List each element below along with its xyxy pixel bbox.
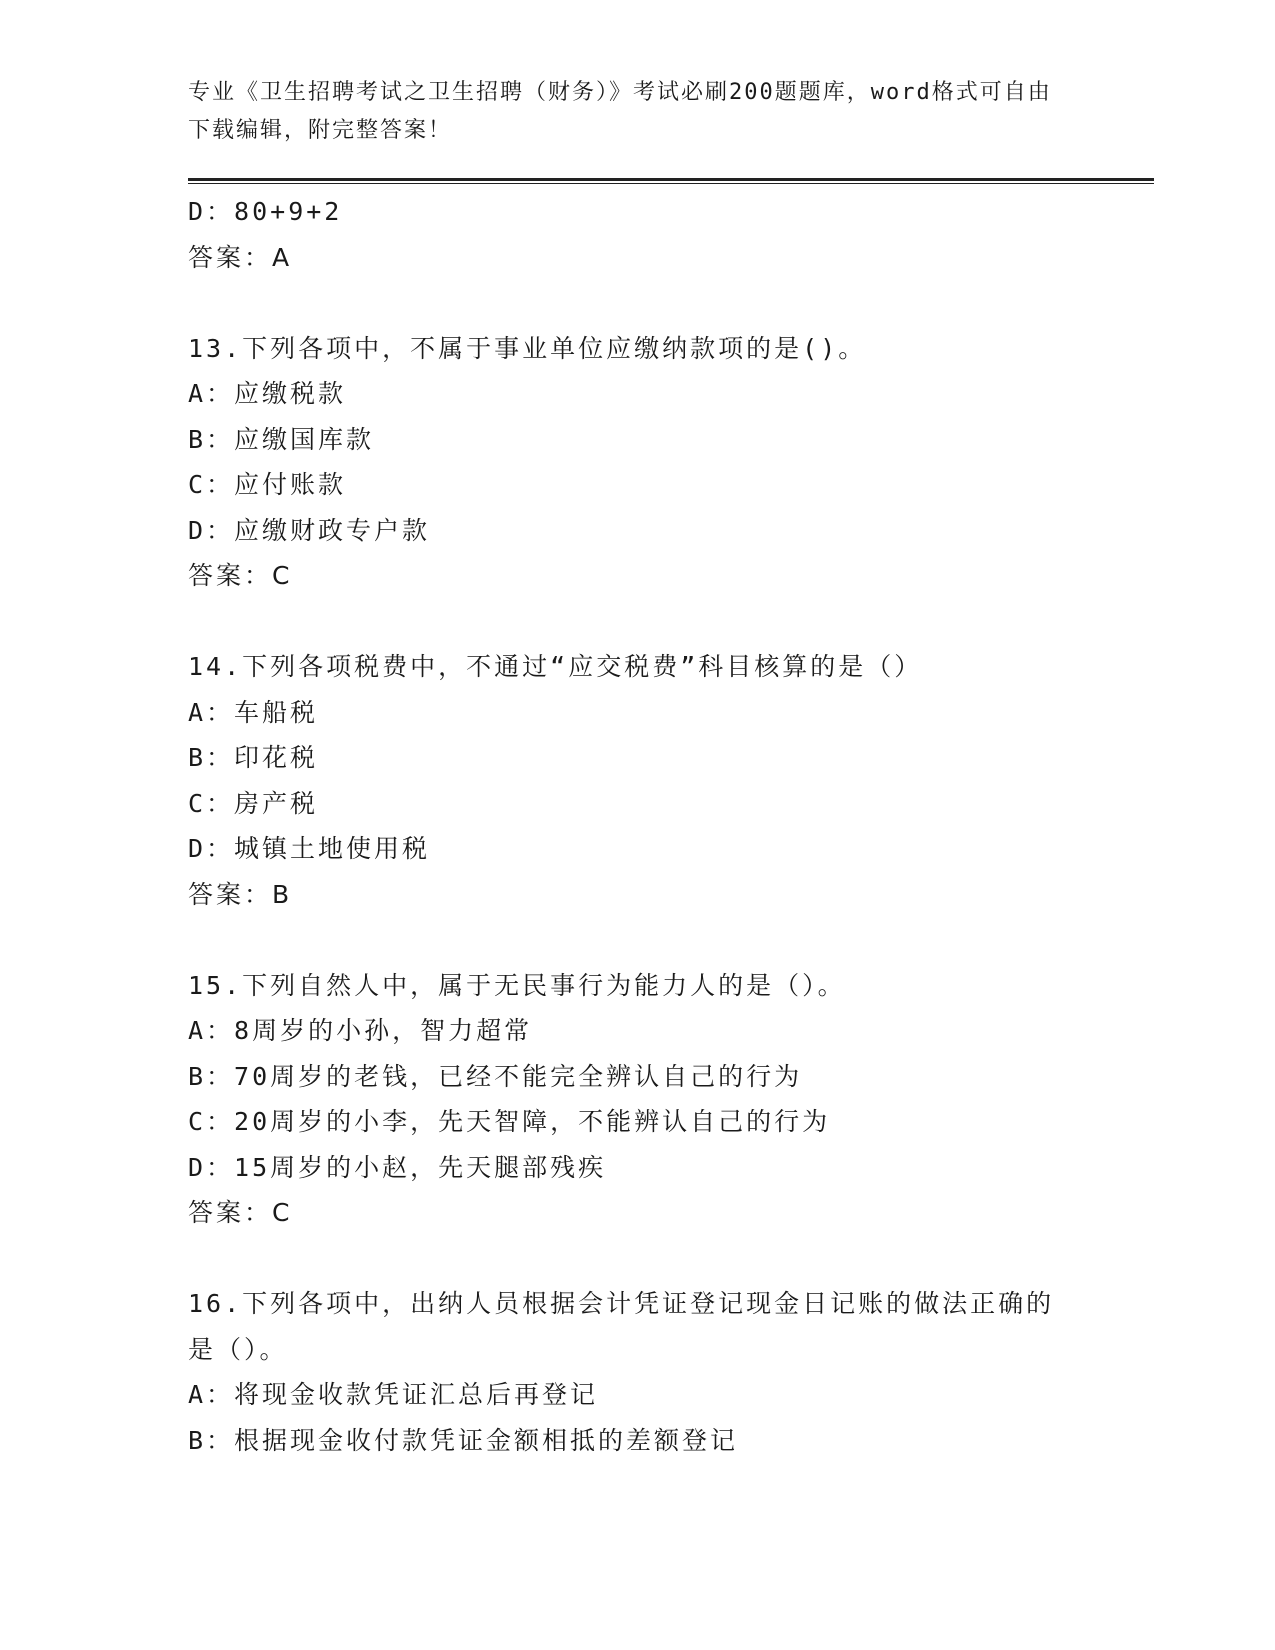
answer-line: 答案：C [188, 1198, 293, 1227]
spacer [188, 280, 1088, 326]
question-text: 15.下列自然人中，属于无民事行为能力人的是（）。 [188, 970, 846, 1000]
question-content [188, 189, 1088, 1463]
question-text: 16.下列各项中，出纳人员根据会计凭证登记现金日记账的做法正确的是（）。 [188, 1289, 1055, 1364]
spacer [188, 917, 1088, 963]
option-a: A：应缴税款 [188, 379, 347, 408]
spacer [188, 1236, 1088, 1282]
option-a: A：8周岁的小孙，智力超常 [188, 1016, 533, 1045]
question-16 [188, 1281, 1088, 1463]
header-divider-thick [188, 178, 1154, 181]
option-c: C：应付账款 [188, 470, 347, 499]
option-d: D：应缴财政专户款 [188, 515, 431, 545]
header-text: 专业《卫生招聘考试之卫生招聘（财务）》考试必刷200题题库，word格式可自由下载编辑，附完整答案！ [188, 80, 1052, 143]
document-header [188, 74, 1068, 150]
option-b: B：印花税 [188, 743, 319, 772]
option-b: B：根据现金收付款凭证金额相抵的差额登记 [188, 1425, 739, 1455]
question-15 [188, 963, 1088, 1236]
option-d: D：15周岁的小赵，先天腿部残疾 [188, 1152, 607, 1182]
answer-line: 答案：B [188, 879, 293, 909]
option-d: D：城镇土地使用税 [188, 834, 431, 863]
question-text: 14.下列各项税费中，不通过“应交税费”科目核算的是（） [188, 652, 923, 681]
question-14 [188, 644, 1088, 917]
previous-question-tail [188, 189, 1088, 280]
option-c: C：房产税 [188, 788, 319, 818]
option-a: A：车船税 [188, 697, 319, 727]
option-b: B：应缴国库款 [188, 424, 375, 454]
option-c: C：20周岁的小李，先天智障，不能辨认自己的行为 [188, 1107, 831, 1136]
question-13 [188, 326, 1088, 599]
answer-line: 答案：C [188, 561, 293, 590]
option-d: D：80+9+2 [188, 197, 343, 226]
spacer [188, 599, 1088, 645]
option-b: B：70周岁的老钱，已经不能完全辨认自己的行为 [188, 1061, 803, 1091]
question-text: 13.下列各项中，不属于事业单位应缴纳款项的是()。 [188, 333, 867, 363]
answer-line: 答案：A [188, 242, 293, 272]
option-a: A：将现金收款凭证汇总后再登记 [188, 1380, 599, 1409]
header-divider-thin [188, 183, 1154, 184]
